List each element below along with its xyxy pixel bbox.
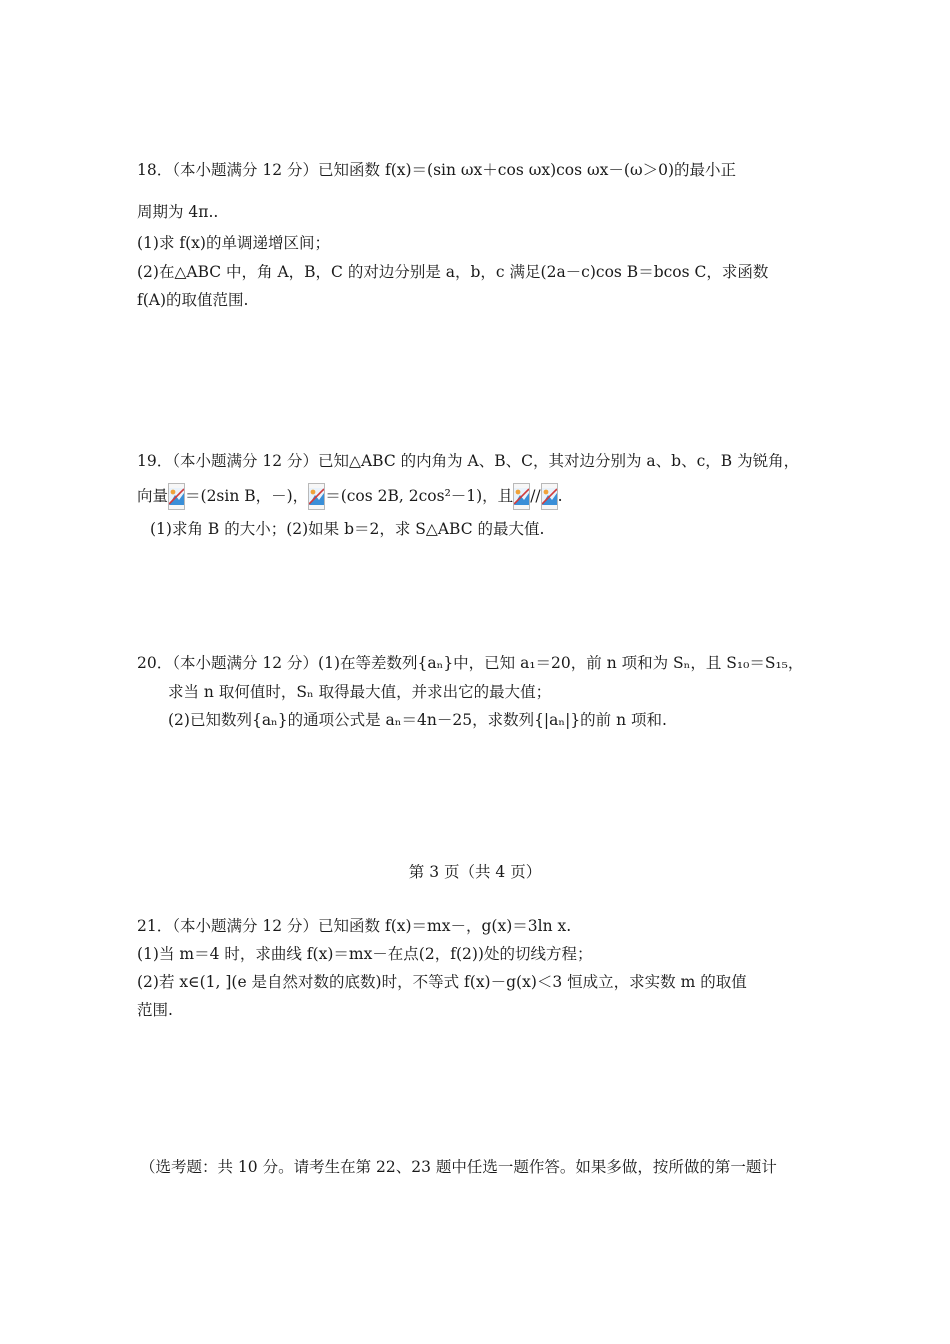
q18-line-3: (1)求 f(x)的单调递增区间； [137, 234, 330, 252]
q19-period: . [557, 487, 563, 505]
q19-line-2 [137, 483, 563, 510]
q18-line-5: f(A)的取值范围. [137, 291, 249, 309]
q19-vector-label: 向量 [137, 487, 169, 505]
q19-line-3: (1)求角 B 的大小；(2)如果 b＝2，求 S△ABC 的最大值. [150, 520, 545, 538]
q21-line-3: (2)若 x∈(1, ](e 是自然对数的底数)时，不等式 f(x)－g(x)＜3 恒成立，求实数 m 的取值 [137, 973, 747, 991]
broken-image-icon [541, 483, 558, 510]
elective-note: （选考题：共 10 分。请考生在第 22、23 题中任选一题作答。如果多做，按所做的第一题计 [140, 1158, 777, 1176]
q21-line-2: (1)当 m＝4 时，求曲线 f(x)＝mx－在点(2，f(2))处的切线方程； [137, 945, 593, 963]
q20-line-2: 求当 n 取何值时，Sₙ 取得最大值，并求出它的最大值； [168, 683, 552, 701]
q18-line-4: (2)在△ABC 中，角 A，B，C 的对边分别是 a，b，c 满足(2a－c)cos B＝bcos C，求函数 [137, 263, 769, 281]
page-number: 第 3 页（共 4 页） [408, 863, 542, 881]
q19-vector-m: ＝(2sin B，－)， [185, 487, 309, 505]
q19-vector-n: ＝(cos 2B, 2cos²－1)，且 [325, 487, 514, 505]
q20-line-3: (2)已知数列{aₙ}的通项公式是 aₙ＝4n－25，求数列{|aₙ|}的前 n 项和. [168, 711, 667, 729]
q19-line-1: 19．（本小题满分 12 分）已知△ABC 的内角为 A、B、C，其对边分别为 a、b、c，B 为锐角， [137, 452, 800, 470]
broken-image-icon [308, 483, 325, 510]
q18-line-2: 周期为 4π.. [137, 203, 219, 221]
q19-parallel-sign: // [530, 487, 541, 505]
q21-line-4: 范围. [137, 1001, 173, 1019]
q20-line-1: 20．（本小题满分 12 分）(1)在等差数列{aₙ}中，已知 a₁＝20，前 n 项和为 Sₙ，且 S₁₀＝S₁₅， [137, 654, 804, 672]
q21-line-1: 21．（本小题满分 12 分）已知函数 f(x)＝mx－，g(x)＝3ln x. [137, 917, 572, 935]
q18-line-1: 18．（本小题满分 12 分）已知函数 f(x)＝(sin ωx＋cos ωx)cos ωx－(ω＞0)的最小正 [137, 161, 736, 179]
broken-image-icon [168, 483, 185, 510]
broken-image-icon [513, 483, 530, 510]
